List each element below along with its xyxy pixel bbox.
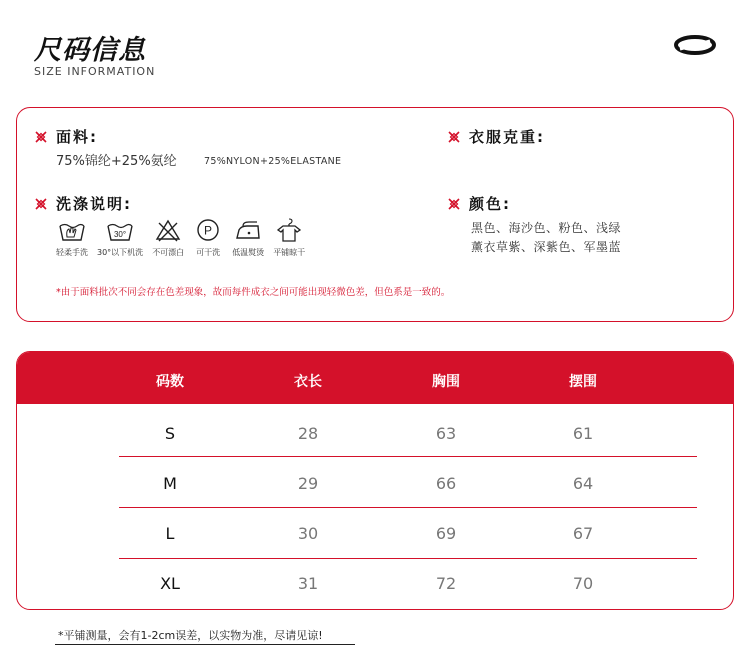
- care-item: [97, 217, 143, 258]
- care-item: [232, 217, 264, 258]
- brand-logo-icon: [674, 34, 716, 56]
- svg-text:P: P: [204, 223, 213, 238]
- diamond-pattern-icon: [34, 130, 48, 144]
- diamond-pattern-icon: [447, 130, 461, 144]
- row-divider: [119, 507, 697, 508]
- fabric-title: 面料:: [56, 128, 98, 146]
- washing-title: 洗涤说明:: [56, 195, 132, 213]
- color-difference-note: *由于面料批次不同会存在色差现象，故而每件成衣之间可能出现轻微色差，但色系是一致的。: [56, 287, 451, 298]
- table-cell-size: L: [165, 524, 175, 543]
- page-subtitle: SIZE INFORMATION: [34, 65, 156, 78]
- care-label: 低温熨烫: [232, 248, 265, 257]
- row-divider: [119, 456, 697, 457]
- no-bleach-icon: [153, 217, 183, 243]
- size-table: [16, 351, 734, 610]
- weight-heading: [447, 126, 545, 147]
- table-cell-length: 29: [297, 474, 319, 493]
- hand-wash-icon: [57, 217, 87, 243]
- table-cell-hem: 64: [572, 474, 594, 493]
- care-item: [273, 217, 305, 258]
- color-options-line-1: 黑色、海沙色、粉色、浅绿: [471, 221, 622, 235]
- svg-text:30°: 30°: [114, 230, 127, 239]
- measurement-footnote: *平铺测量，会有1-2cm误差，以实物为准，尽请见谅!: [58, 629, 323, 642]
- header-chest: 胸围: [432, 374, 460, 390]
- care-item: [56, 217, 88, 258]
- care-label: 30°以下机洗: [97, 248, 144, 257]
- weight-title: 衣服克重:: [469, 128, 545, 146]
- table-cell-size: XL: [160, 574, 180, 593]
- table-cell-length: 30: [297, 524, 319, 543]
- table-cell-chest: 63: [435, 424, 457, 443]
- table-cell-hem: 70: [572, 574, 594, 593]
- care-label: 轻柔手洗: [56, 248, 88, 257]
- header-size: 码数: [156, 374, 184, 390]
- diamond-pattern-icon: [447, 197, 461, 211]
- colors-heading: [447, 193, 511, 214]
- header-length: 衣长: [294, 374, 322, 390]
- care-instructions: [56, 217, 314, 258]
- diamond-pattern-icon: [34, 197, 48, 211]
- row-divider: [119, 558, 697, 559]
- dry-clean-icon: [193, 217, 223, 243]
- fabric-composition-en: 75%NYLON+25%ELASTANE: [204, 156, 342, 167]
- size-table-header: [17, 352, 733, 404]
- fabric-heading: [34, 126, 98, 147]
- footnote-underline: [55, 644, 355, 645]
- page-title: 尺码信息: [34, 35, 146, 66]
- care-label: 不可漂白: [152, 248, 185, 257]
- wash-30-icon: [105, 217, 135, 243]
- table-cell-chest: 72: [435, 574, 457, 593]
- table-cell-chest: 69: [435, 524, 457, 543]
- low-iron-icon: [233, 217, 263, 243]
- fabric-composition: 75%锦纶+25%氨纶: [56, 154, 177, 169]
- table-cell-hem: 61: [572, 424, 594, 443]
- table-cell-chest: 66: [435, 474, 457, 493]
- care-label: 平铺晾干: [273, 248, 306, 257]
- header-hem: 摆围: [569, 374, 597, 390]
- color-options-line-2: 薰衣草紫、深紫色、军墨蓝: [471, 240, 622, 254]
- washing-heading: [34, 193, 132, 214]
- table-cell-hem: 67: [572, 524, 594, 543]
- care-item: [152, 217, 184, 258]
- table-cell-length: 28: [297, 424, 319, 443]
- flat-dry-icon: [274, 217, 304, 243]
- table-cell-length: 31: [297, 574, 319, 593]
- care-label: 可干洗: [196, 248, 221, 257]
- table-cell-size: M: [163, 474, 177, 493]
- care-item: [193, 217, 223, 258]
- table-cell-size: S: [164, 424, 176, 443]
- colors-title: 颜色:: [469, 195, 511, 213]
